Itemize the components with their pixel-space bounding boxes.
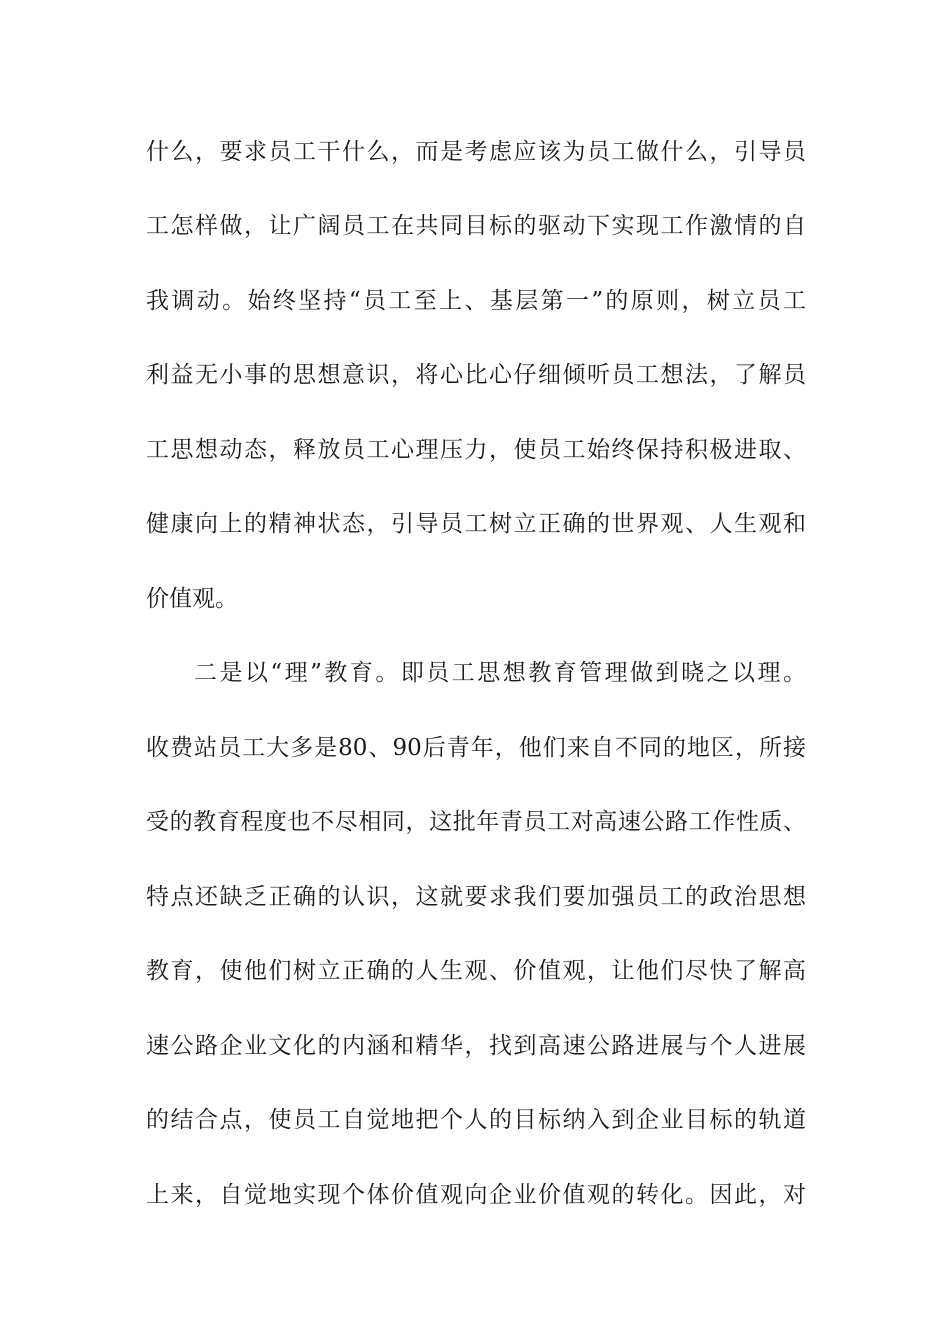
text-line-2: 工怎样做，让广阔员工在共同目标的驱动下实现工作激情的自: [146, 213, 806, 239]
text-line-13: 速公路企业文化的内涵和精华，找到高速公路进展与个人进展: [146, 1033, 806, 1059]
text-line-1: 什么，要求员工干什么，而是考虑应该为员工做什么，引导员: [146, 139, 806, 165]
text-line-7: 价值观。: [146, 586, 238, 612]
text-line-3: 我调动。始终坚持“员工至上、基层第一”的原则，树立员工: [146, 288, 806, 314]
text-line-8: 二是以“理”教育。即员工思想教育管理做到晓之以理。: [194, 660, 806, 686]
text-line-6: 健康向上的精神状态，引导员工树立正确的世界观、人生观和: [146, 511, 806, 537]
text-line-12: 教育，使他们树立正确的人生观、价值观，让他们尽快了解高: [146, 958, 806, 984]
text-line-4: 利益无小事的思想意识，将心比心仔细倾听员工想法，了解员: [146, 362, 806, 388]
text-line-14: 的结合点，使员工自觉地把个人的目标纳入到企业目标的轨道: [146, 1107, 806, 1133]
text-line-9: 收费站员工大多是80、90后青年，他们来自不同的地区，所接: [146, 735, 806, 761]
text-line-11: 特点还缺乏正确的认识，这就要求我们要加强员工的政治思想: [146, 884, 806, 910]
text-line-10: 受的教育程度也不尽相同，这批年青员工对高速公路工作性质、: [146, 809, 806, 835]
text-line-15: 上来，自觉地实现个体价值观向企业价值观的转化。因此，对: [146, 1182, 806, 1208]
text-line-5: 工思想动态，释放员工心理压力，使员工始终保持积极进取、: [146, 437, 806, 463]
